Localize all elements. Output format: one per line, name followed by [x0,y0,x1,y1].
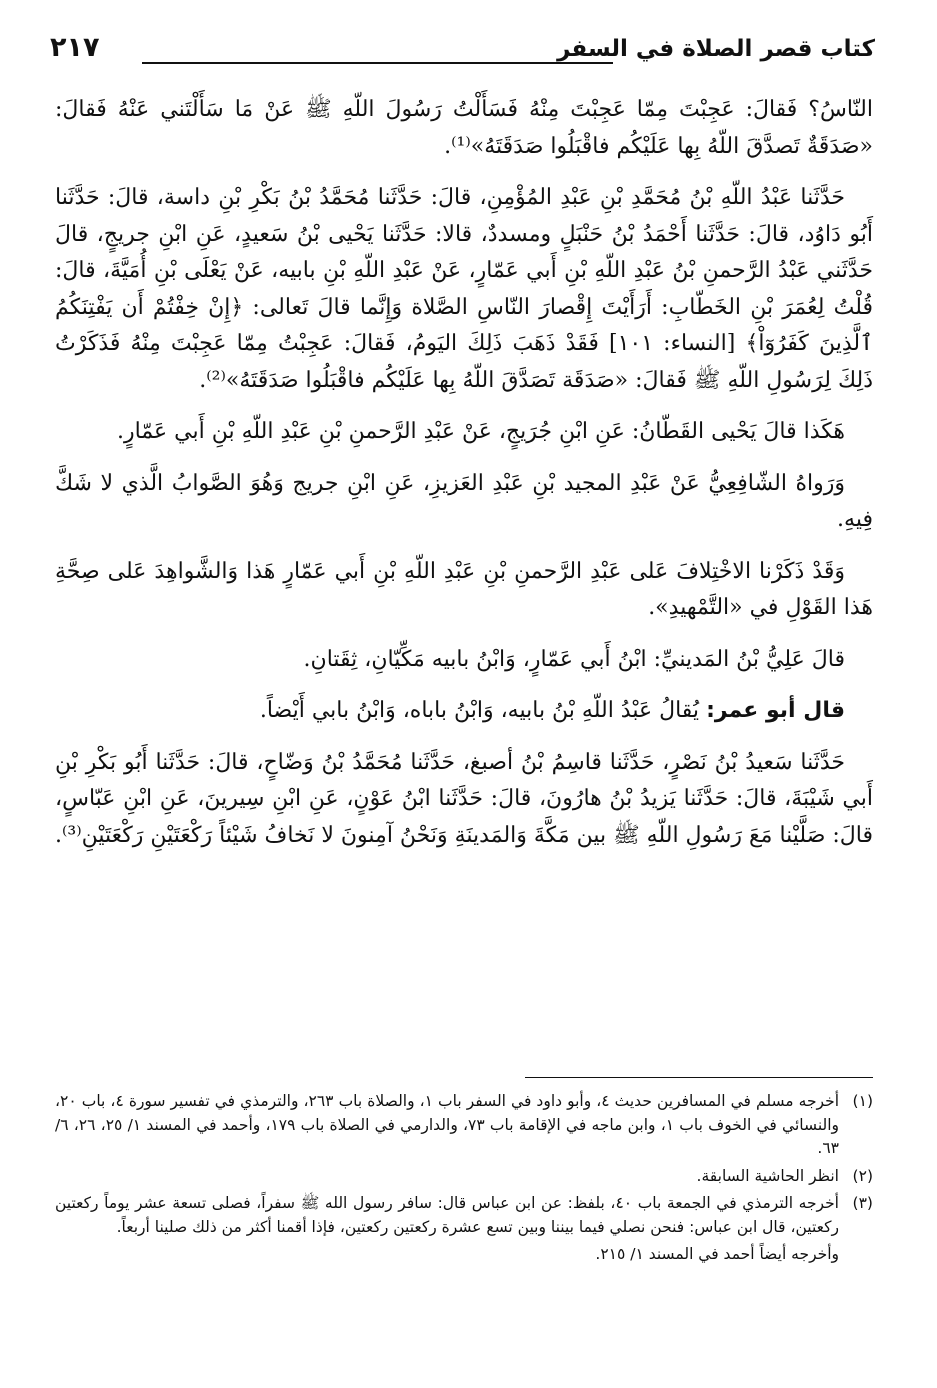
paragraph-4: وَرَواهُ الشّافِعِيُّ عَنْ عَبْدِ المجيد بْنِ عَبْدِ العَزيزِ، عَنِ ابْنِ جريج وَهُوَ الصَّوابُ الَّذي لا شَكَّ فِيهِ. [55,470,873,532]
page-header [50,30,875,76]
footnotes [55,1090,873,1267]
footnote-2-number: (٢) [852,1166,873,1185]
footnote-3-number: (٣) [852,1194,873,1212]
running-title: كتاب قصر الصلاة في السفر [557,36,875,62]
page-number: ٢١٧ [50,32,100,63]
paragraph-8: حَدَّثَنا سَعيدُ بْنُ نَصْرٍ، حَدَّثَنا قاسِمُ بْنُ أصبغ، حَدَّثَنا مُحَمَّدُ بْنُ وَضّاحٍ، قالَ: حَدَّثَنا أَبُو بَكْرِ بْنِ أَبي شَيْبَةَ، قالَ: حَدَّثَنا يَزيدُ بْنُ هارُونَ، قالَ: حَدَّثَنا ابْنُ عَوْنٍ، عَنِ ابْنِ سِيرينَ، عَنِ ابْنِ عَبّاسٍ، قالَ: صَلَّيْنا مَعَ رَسُولِ اللّهِ ﷺ بين مَكَّةَ وَالمَدينَةِ وَنَحْنُ آمِنونَ لا نَخافُ شَيْئاً رَكْعَتَيْنِ رَكْعَتَيْنِ⁽³⁾. [55,749,873,848]
paragraph-3: هَكَذا قالَ يَحْيى القَطّانُ: عَنِ ابْنِ جُرَيجٍ، عَنْ عَبْدِ الرَّحمنِ بْنِ عَبْدِ اللّهِ بْنِ أَبي عَمّارٍ. [117,419,845,444]
paragraph-2: حَدَّثَنا عَبْدُ اللّهِ بْنُ مُحَمَّدِ بْنِ عَبْدِ المُؤْمِنِ، قالَ: حَدَّثَنا مُحَمَّدُ بْنُ بَكْرِ بْنِ داسة، قالَ: حَدَّثَنا أَبُو دَاوُد، قالَ: حَدَّثَنا أَحْمَدُ بْنُ حَنْبَلٍ ومسددٌ، قالا: حَدَّثَنا يَحْيى بْنُ سَعيدٍ، عَنِ ابْنِ جريجٍ، قالَ حَدَّثَني عَبْدُ الرَّحمنِ بْنُ عَبْدِ اللّهِ بْنِ أَبي عَمّارٍ، عَنْ عَبْدِ اللّهِ بْنِ بابيه، عَنْ يَعْلَى بْنِ أُمَيَّةَ، قالَ: قُلْتُ لِعُمَرَ بْنِ الخَطّابِ: أَرَأَيْتَ إِقْصارَ النّاسِ الصَّلاة وَإِنَّما قالَ تَعالى: ﴿إِنْ خِفْتُمْ أَن يَفْتِنَكُمُ ٱلَّذِينَ كَفَرُوٓاْ﴾ [النساء: ١٠١] فَقَدْ ذَهَبَ ذَلِكَ اليَومُ، فَقالَ: عَجِبْتُ مِمّا عَجِبْتَ مِنْهُ فَذَكَرْتُ ذَلِكَ لِرَسُولِ اللّهِ ﷺ فَقالَ: «صَدَقَة تَصَدَّقَ اللّهُ بِها عَلَيْكُم فاقْبَلُوا صَدَقَتَهُ»⁽²⁾. [55,185,873,393]
paragraph-7-text: يُقالُ عَبْدُ اللّهِ بْنُ بابيه، وَابْنُ باباه، وَابْنُ بابي أَيْضاً. [259,698,700,723]
footnote-3-text: أخرجه الترمذي في الجمعة باب ٤٠، بلفظ: عن ابن عباس قال: سافر رسول الله ﷺ سفراً، فصلى تسعة عشر يوماً ركعتين ركعتين، قال ابن عباس: فنحن نصلي فيما بيننا وبين تسع عشرة ركعتين ركعتين، فإذا أقمنا أكثر من ذلك صلينا أربعاً. [55,1194,839,1236]
header-rule [142,62,613,64]
footnote-3-extra: وأخرجه أيضاً أحمد في المسند ١/ ٢١٥. [595,1245,839,1263]
footnote-2-text: انظر الحاشية السابقة. [696,1166,839,1185]
paragraph-1: النّاسُ؟ فَقالَ: عَجِبْتَ مِمّا عَجِبْتَ مِنْهُ فَسَأَلْتُ رَسُولَ اللّهِ ﷺ عَنْ مَا سَأَلْتَني عَنْهُ فَقالَ: «صَدَقَةٌ تَصدَّقَ اللّهُ بِها عَلَيْكُم فاقْبَلُوا صَدَقَتَهُ»⁽¹⁾. [55,97,873,159]
footnote-divider [525,1077,873,1078]
footnote-1-number: (١) [852,1092,873,1110]
speaker-label: قال أبو عمر: [706,698,845,723]
footnote-2 [55,1165,873,1189]
footnote-1-text: أخرجه مسلم في المسافرين حديث ٤، وأبو داود في السفر باب ١، والصلاة باب ٢٦٣، والترمذي في تفسير سورة ٤، باب ٢٠، والنسائي في الخوف باب ١، وابن ماجه في الإقامة باب ٧٣، والدارمي في الصلاة باب ١٧٩، وأحمد في المسند ١/ ٢٥، ٢٦، ٦/ ٦٣. [55,1092,840,1157]
footnote-1 [55,1090,873,1161]
paragraph-7 [55,693,845,730]
paragraph-5: وَقَدْ ذَكَرْنا الاخْتِلافَ عَلى عَبْدِ الرَّحمنِ بْنِ عَبْدِ اللّهِ بْنِ أَبي عَمّارٍ هَذا وَالشَّواهِدَ عَلى صِحَّةِ هَذا القَوْلِ في «التَّمْهيدِ». [55,558,873,620]
paragraph-6: قالَ عَلِيُّ بْنُ المَدينيِّ: ابْنُ أَبي عَمّارٍ، وَابْنُ بابيه مَكِّيّانِ، ثِقَتانِ. [303,646,845,672]
main-text [55,92,873,869]
footnote-3 [55,1192,873,1239]
